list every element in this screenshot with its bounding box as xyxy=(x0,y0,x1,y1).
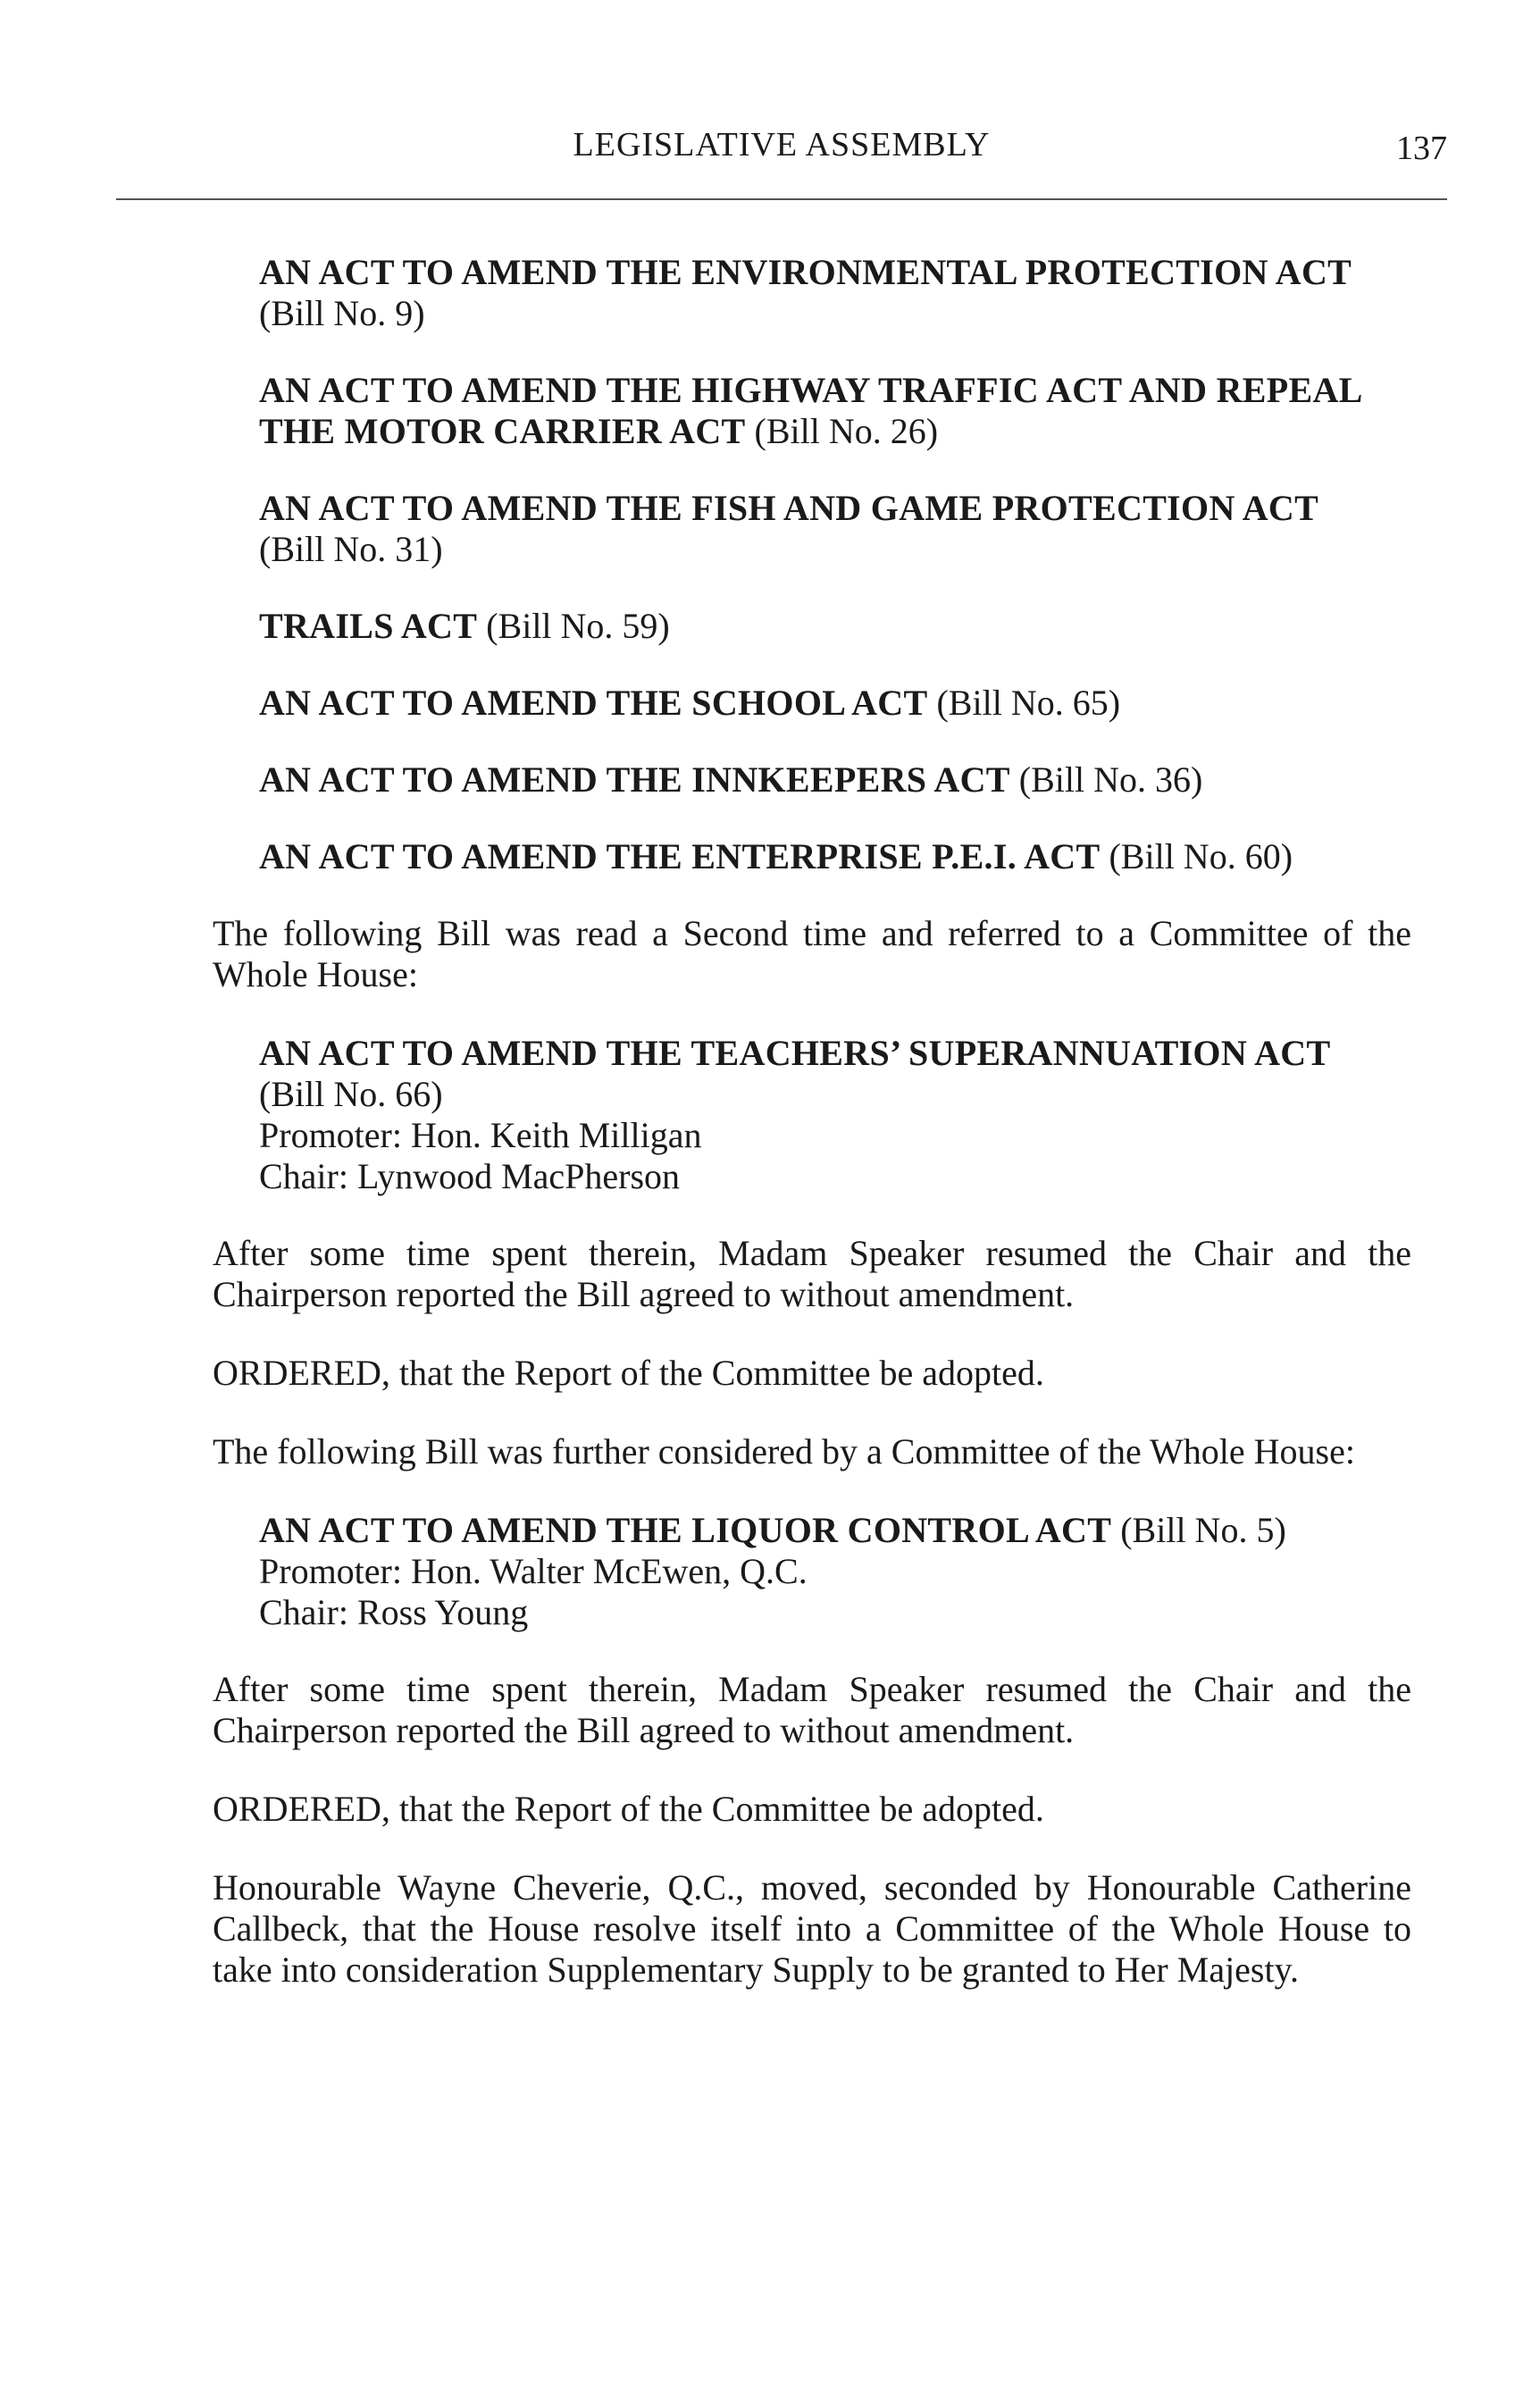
bill-number: (Bill No. 9) xyxy=(259,293,425,333)
act-title: AN ACT TO AMEND THE INNKEEPERS ACT xyxy=(259,759,1010,800)
bill-number: (Bill No. 66) xyxy=(259,1074,443,1114)
bill-number: (Bill No. 5) xyxy=(1120,1510,1286,1550)
bill-number: (Bill No. 31) xyxy=(259,529,443,569)
act-title: AN ACT TO AMEND THE HIGHWAY TRAFFIC ACT AND REPEAL THE MOTOR CARRIER ACT xyxy=(259,370,1361,451)
page-header xyxy=(116,125,1447,179)
bill-number: (Bill No. 65) xyxy=(936,683,1121,723)
act-entry xyxy=(259,683,1411,724)
motion-paragraph: Honourable Wayne Cheverie, Q.C., moved, seconded by Honourable Catherine Callbeck, that the House resolve itself into a Committee of the Whole House to take into consideration Supplementary Supply to be granted to Her Majesty. xyxy=(213,1867,1411,1990)
act-title: AN ACT TO AMEND THE FISH AND GAME PROTECTION ACT xyxy=(259,488,1319,528)
promoter-line: Promoter: Hon. Keith Milligan xyxy=(259,1115,702,1155)
bill-number: (Bill No. 36) xyxy=(1018,759,1203,800)
act-entry xyxy=(259,759,1411,801)
act-title: TRAILS ACT xyxy=(259,606,478,646)
act-title: AN ACT TO AMEND THE SCHOOL ACT xyxy=(259,683,928,723)
act-entry-teachers xyxy=(259,1033,1411,1197)
running-header-title: LEGISLATIVE ASSEMBLY xyxy=(573,126,991,164)
after-time-paragraph: After some time spent therein, Madam Speaker resumed the Chair and the Chairperson reported the Bill agreed to without amendment. xyxy=(213,1233,1411,1314)
act-entry xyxy=(259,836,1411,877)
act-entry xyxy=(259,606,1411,647)
act-entry-liquor xyxy=(259,1510,1411,1633)
act-title: AN ACT TO AMEND THE ENVIRONMENTAL PROTECTION ACT xyxy=(259,252,1352,292)
chair-line: Chair: Ross Young xyxy=(259,1592,529,1632)
act-title: AN ACT TO AMEND THE LIQUOR CONTROL ACT xyxy=(259,1510,1112,1550)
after-time-paragraph: After some time spent therein, Madam Speaker resumed the Chair and the Chairperson reported the Bill agreed to without amendment. xyxy=(213,1669,1411,1750)
act-entry xyxy=(259,370,1411,452)
second-reading-paragraph: The following Bill was read a Second time and referred to a Committee of the Whole House: xyxy=(213,913,1411,994)
header-rule xyxy=(116,198,1447,200)
further-considered-paragraph: The following Bill was further considered by a Committee of the Whole House: xyxy=(213,1431,1355,1472)
bill-number: (Bill No. 60) xyxy=(1109,836,1293,876)
bill-number: (Bill No. 26) xyxy=(754,411,939,451)
ordered-paragraph: ORDERED, that the Report of the Committee be adopted. xyxy=(213,1789,1044,1829)
ordered-paragraph: ORDERED, that the Report of the Committee be adopted. xyxy=(213,1353,1044,1393)
act-entry xyxy=(259,488,1411,570)
page-body xyxy=(213,252,1411,2028)
act-title: AN ACT TO AMEND THE TEACHERS’ SUPERANNUATION ACT xyxy=(259,1033,1331,1073)
bill-number: (Bill No. 59) xyxy=(486,606,670,646)
act-entry xyxy=(259,252,1411,334)
chair-line: Chair: Lynwood MacPherson xyxy=(259,1156,681,1196)
page-number: 137 xyxy=(1396,130,1447,167)
act-title: AN ACT TO AMEND THE ENTERPRISE P.E.I. ACT xyxy=(259,836,1101,876)
promoter-line: Promoter: Hon. Walter McEwen, Q.C. xyxy=(259,1551,808,1591)
